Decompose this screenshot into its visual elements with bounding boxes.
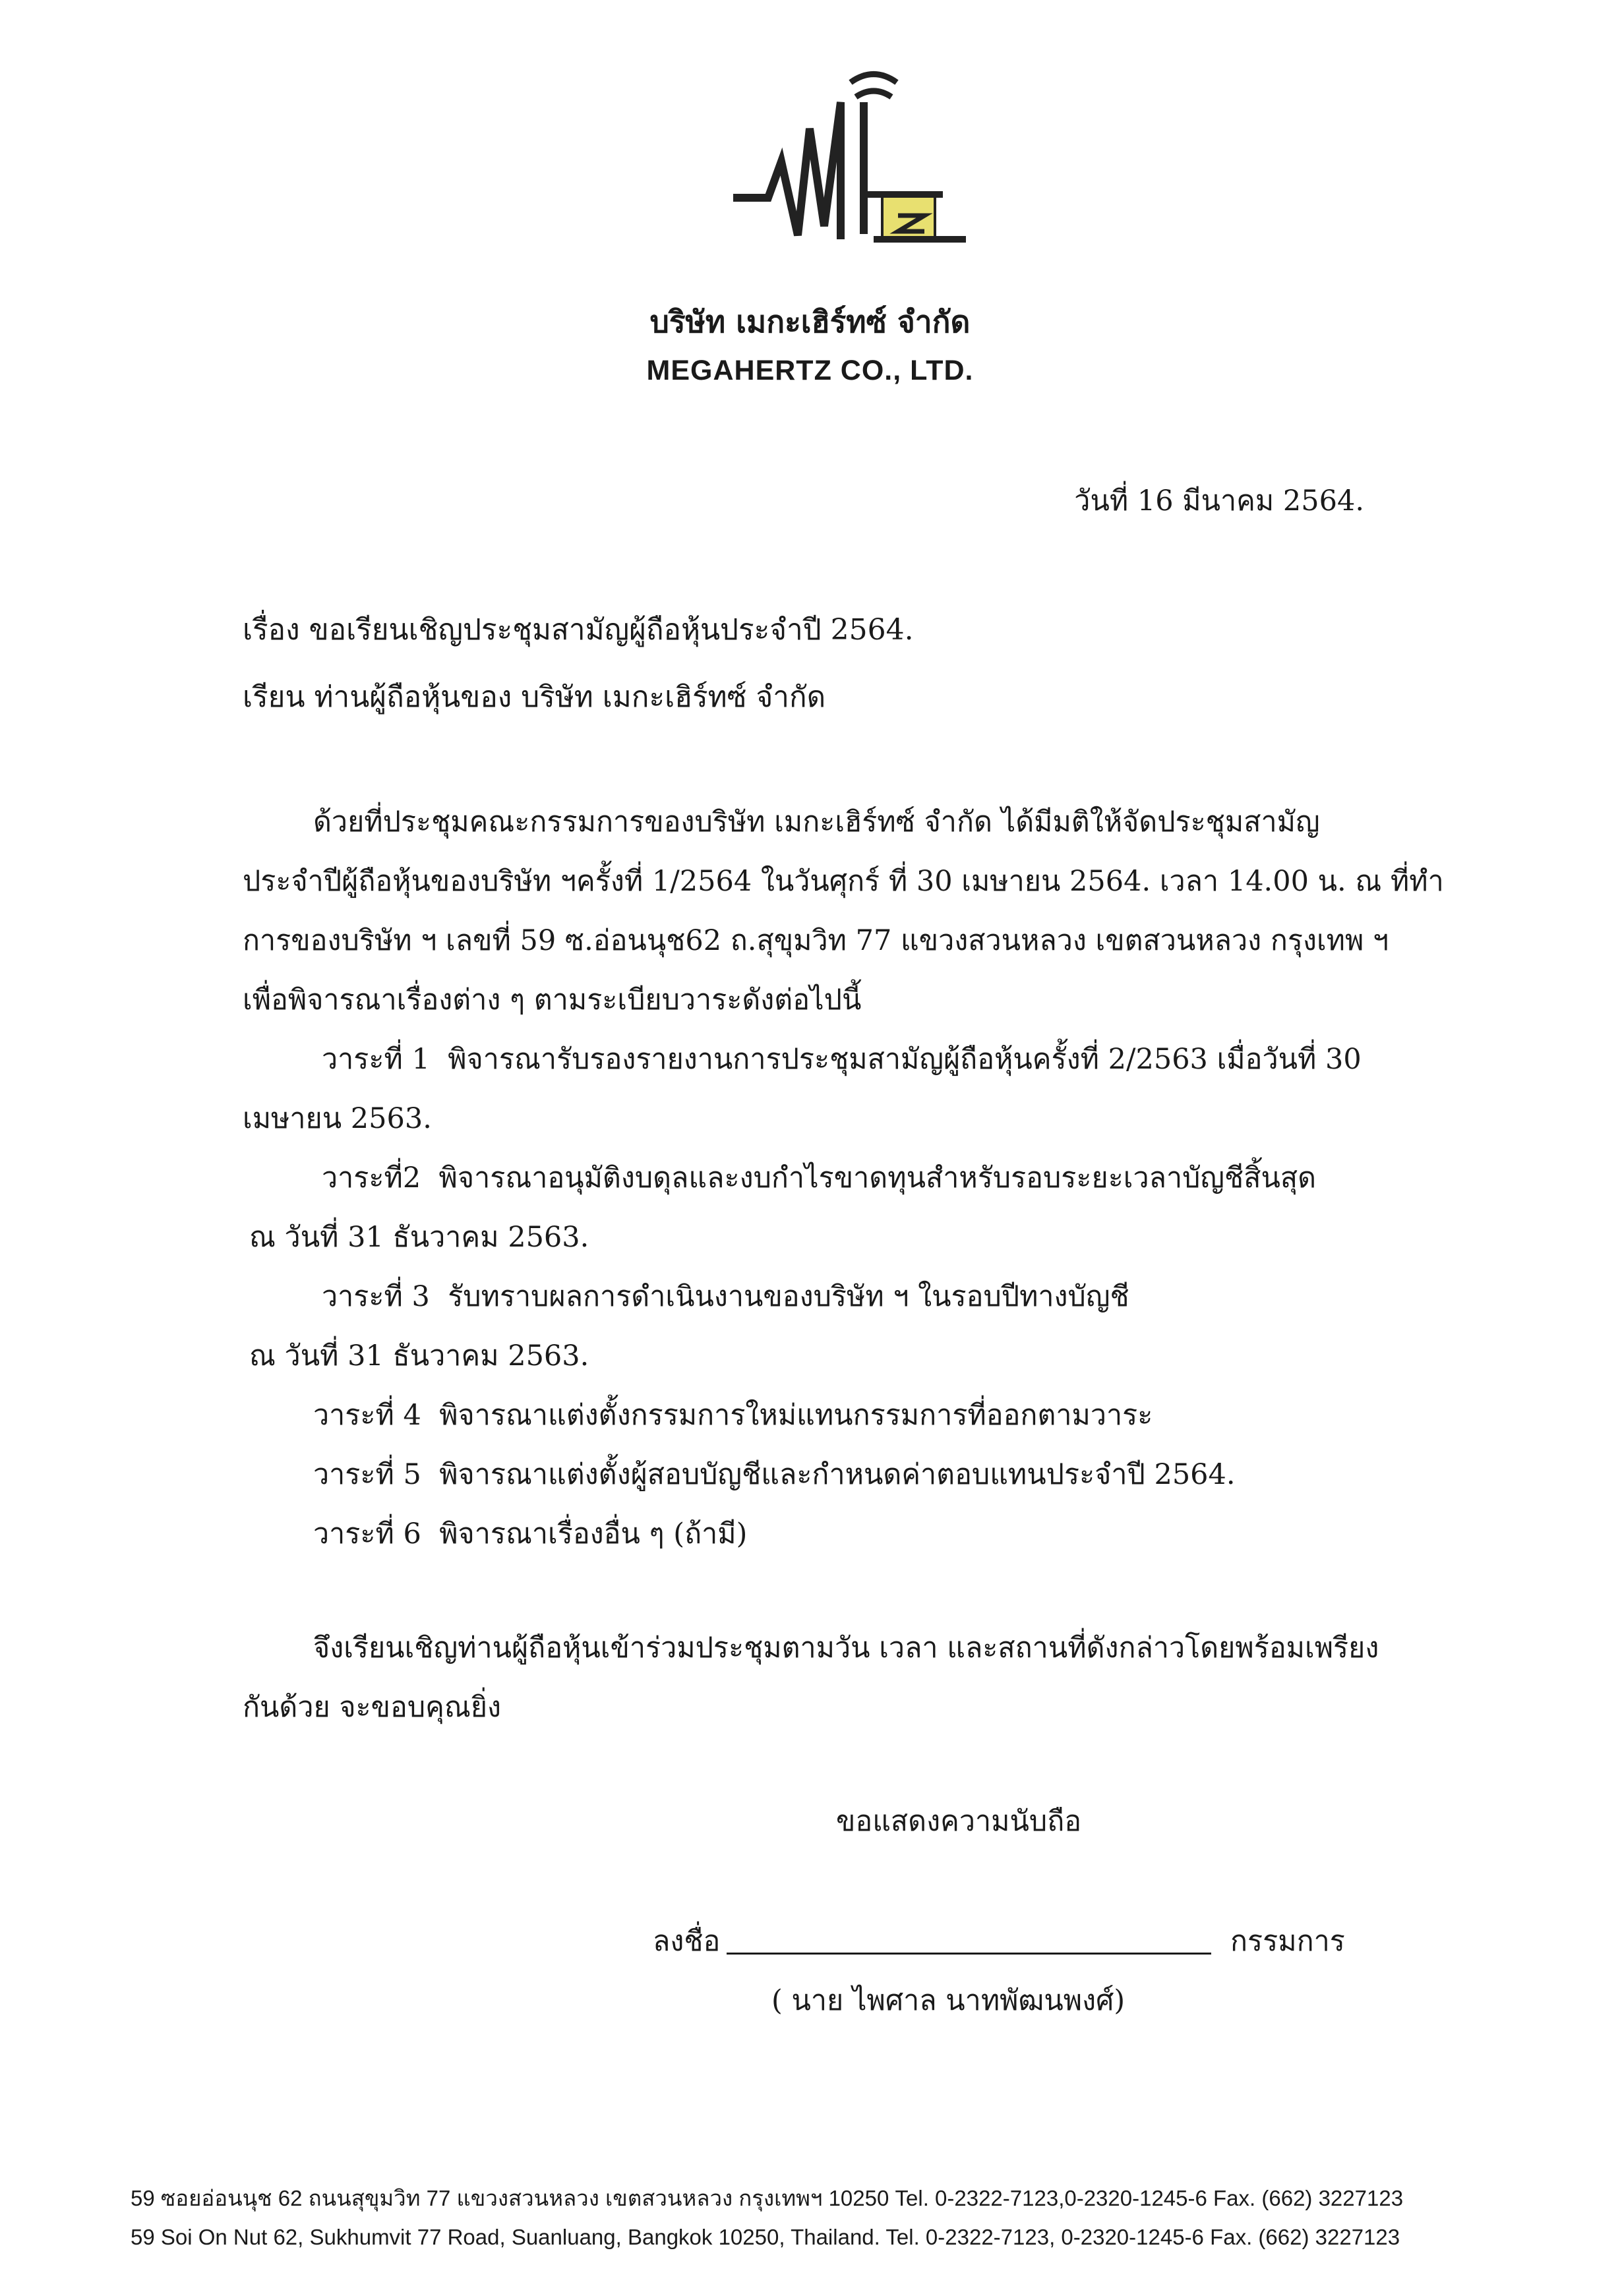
agenda-continuation: ณ วันที่ 31 ธันวาคม 2563. (249, 1221, 589, 1254)
agenda-text: พิจารณาแต่งตั้งกรรมการใหม่แทนกรรมการที่ออกตามวาระ (439, 1399, 1153, 1432)
agenda-item-3 (322, 1274, 1129, 1318)
footer-address-thai: 59 ซอยอ่อนนุช 62 ถนนสุขุมวิท 77 แขวงสวนหลวง เขตสวนหลวง กรุงเทพฯ 10250 Tel. 0-2322-7123,0-2320-1245-6 Fax. (662) 3227123 (131, 2186, 1404, 2210)
company-name-thai: บริษัท เมกะเฮิร์ทซ์ จำกัด (649, 304, 971, 339)
agenda-label: วาระที่ 4 (313, 1399, 421, 1432)
intro-line: ประจำปีผู้ถือหุ้นของบริษัท ฯครั้งที่ 1/2564 ในวันศุกร์ ที่ 30 เมษายน 2564. เวลา 14.00 น. ณ ที่ทำ (243, 865, 1444, 898)
signature-label: ลงชื่อ (653, 1925, 721, 1958)
agenda-text: พิจารณาเรื่องอื่น ๆ (ถ้ามี) (439, 1517, 748, 1550)
intro-line: ด้วยที่ประชุมคณะกรรมการของบริษัท เมกะเฮิร์ทซ์ จำกัด ได้มีมติให้จัดประชุมสามัญ (313, 806, 1320, 839)
signature-line (727, 1953, 1211, 1955)
agenda-text: พิจารณาแต่งตั้งผู้สอบบัญชีและกำหนดค่าตอบแทนประจำปี 2564. (439, 1458, 1236, 1491)
agenda-item-1 (322, 1036, 1362, 1081)
signer-name: ( นาย ไพศาล นาทพัฒนพงศ์) (771, 1984, 1125, 2017)
letter-date: วันที่ 16 มีนาคม 2564. (1074, 485, 1364, 517)
agenda-continuation: ณ วันที่ 31 ธันวาคม 2563. (249, 1339, 589, 1372)
agenda-text: พิจารณารับรองรายงานการประชุมสามัญผู้ถือหุ้นครั้งที่ 2/2563 เมื่อวันที่ 30 (448, 1043, 1362, 1076)
letter-recipient: เรียน ท่านผู้ถือหุ้นของ บริษัท เมกะเฮิร์ทซ์ จำกัด (243, 680, 826, 714)
agenda-label: วาระที่ 3 (322, 1280, 430, 1313)
agenda-item-4 (313, 1392, 1153, 1437)
footer-address-english: 59 Soi On Nut 62, Sukhumvit 77 Road, Suanluang, Bangkok 10250, Thailand. Tel. 0-2322-7123, 0-2320-1245-6 Fax. (662) 3227123 (131, 2225, 1400, 2249)
agenda-label: วาระที่ 6 (313, 1517, 421, 1550)
closing-line: จึงเรียนเชิญท่านผู้ถือหุ้นเข้าร่วมประชุมตามวัน เวลา และสถานที่ดังกล่าวโดยพร้อมเพรียง (313, 1632, 1379, 1664)
logo-signal-arc-2 (856, 91, 891, 97)
signer-position: กรรมการ (1230, 1925, 1345, 1958)
logo-signal-arc-1 (851, 74, 897, 83)
agenda-item-5 (313, 1452, 1236, 1496)
agenda-label: วาระที่ 1 (322, 1043, 430, 1076)
agenda-text: รับทราบผลการดำเนินงานของบริษัท ฯ ในรอบปีทางบัญชี (448, 1280, 1129, 1313)
respect-closing: ขอแสดงความนับถือ (836, 1805, 1082, 1838)
agenda-label: วาระที่ 5 (313, 1458, 421, 1491)
intro-line: เพื่อพิจารณาเรื่องต่าง ๆ ตามระเบียบวาระดังต่อไปนี้ (243, 984, 862, 1016)
agenda-item-6 (313, 1511, 747, 1556)
company-name-english: MEGAHERTZ CO., LTD. (646, 355, 974, 386)
letter-subject: เรื่อง ขอเรียนเชิญประชุมสามัญผู้ถือหุ้นประจำปี 2564. (243, 613, 914, 647)
agenda-text: พิจารณาอนุมัติงบดุลและงบกำไรขาดทุนสำหรับรอบระยะเวลาบัญชีสิ้นสุด (438, 1162, 1317, 1194)
megahertz-logo (732, 63, 969, 254)
closing-line: กันด้วย จะขอบคุณยิ่ง (243, 1691, 502, 1724)
intro-line: การของบริษัท ฯ เลขที่ 59 ซ.อ่อนนุช62 ถ.สุขุมวิท 77 แขวงสวนหลวง เขตสวนหลวง กรุงเทพ ฯ (243, 924, 1389, 957)
agenda-item-2 (322, 1155, 1316, 1200)
agenda-continuation: เมษายน 2563. (243, 1102, 432, 1135)
agenda-label: วาระที่2 (322, 1162, 421, 1194)
logo-wave (733, 102, 841, 239)
